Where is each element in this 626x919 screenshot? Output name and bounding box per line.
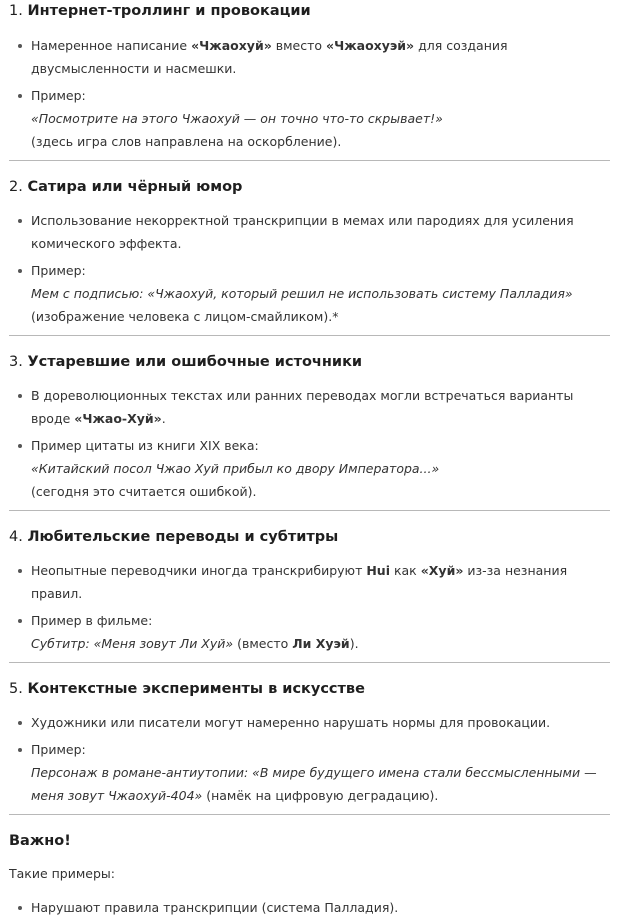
section-2-number: 2. (9, 179, 23, 195)
list-item: В дореволюционных текстах или ранних переводах могли встречаться варианты вроде «Чжао-Хуй». (9, 384, 610, 430)
section-3-list (9, 384, 610, 503)
section-1-title: Интернет-троллинг и провокации (27, 3, 311, 19)
section-2-heading (9, 177, 610, 197)
list-item: Использование некорректной транскрипции в мемах или пародиях для усиления комического эффекта. (9, 209, 610, 255)
list-item: Пример: Мем с подписью: «Чжаохуй, который решил не использовать систему Палладия» (изображение человека с лицом-смайликом).* (9, 259, 610, 328)
list-item: Нарушают правила транскрипции (система Палладия). (9, 896, 610, 919)
section-5-number: 5. (9, 681, 23, 697)
list-item: Пример: «Посмотрите на этого Чжаохуй — он точно что-то скрывает!» (здесь игра слов направлена на оскорбление). (9, 84, 610, 153)
section-4-title: Любительские переводы и субтитры (27, 529, 339, 545)
section-4-heading (9, 527, 610, 547)
section-5-heading (9, 679, 610, 699)
section-1 (9, 0, 610, 153)
important-heading (9, 831, 610, 851)
section-5 (9, 663, 610, 807)
section-1-list (9, 34, 610, 153)
section-3 (9, 336, 610, 503)
list-item: Неопытные переводчики иногда транскрибируют Hui как «Хуй» из-за незнания правил. (9, 559, 610, 605)
important-section (9, 815, 610, 919)
section-1-number: 1. (9, 3, 23, 19)
list-item: Пример в фильме: Субтитр: «Меня зовут Ли Хуй» (вместо Ли Хуэй). (9, 609, 610, 655)
list-item: Пример цитаты из книги XIX века: «Китайский посол Чжао Хуй прибыл ко двору Императора...» (сегодня это считается ошибкой). (9, 434, 610, 503)
section-4-list (9, 559, 610, 655)
section-3-number: 3. (9, 354, 23, 370)
section-2-list (9, 209, 610, 328)
section-4 (9, 511, 610, 655)
section-3-heading (9, 352, 610, 372)
section-3-title: Устаревшие или ошибочные источники (27, 354, 363, 370)
list-item: Намеренное написание «Чжаохуй» вместо «Чжаохуэй» для создания двусмысленности и насмешки. (9, 34, 610, 80)
important-list (9, 896, 610, 919)
important-title: Важно! (9, 833, 71, 849)
section-2-title: Сатира или чёрный юмор (27, 179, 243, 195)
list-item: Художники или писатели могут намеренно нарушать нормы для провокации. (9, 711, 610, 734)
section-2 (9, 161, 610, 328)
section-4-number: 4. (9, 529, 23, 545)
list-item: Пример: Персонаж в романе-антиутопии: «В мире будущего имена стали бессмысленными — меня зовут Чжаохуй-404» (намёк на цифровую деградацию). (9, 738, 610, 807)
section-5-title: Контекстные эксперименты в искусстве (27, 681, 365, 697)
section-1-heading (9, 0, 610, 21)
section-5-list (9, 711, 610, 807)
important-intro: Такие примеры: (9, 866, 115, 881)
